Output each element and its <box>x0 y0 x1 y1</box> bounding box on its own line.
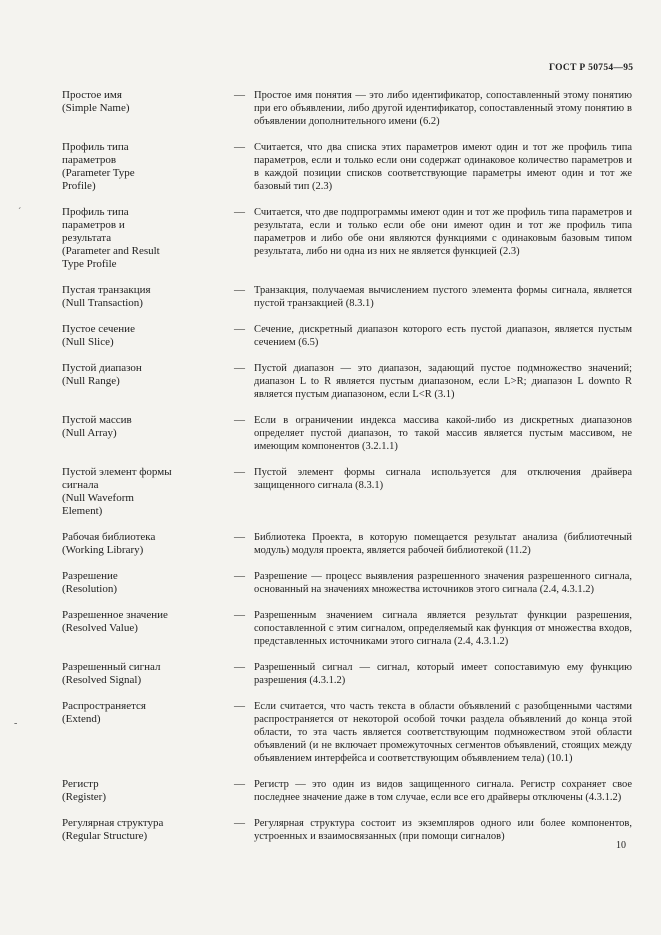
entry-term-line: Element) <box>62 505 103 517</box>
entry-term <box>62 609 230 648</box>
scan-mark: - <box>14 718 18 729</box>
entry-term <box>62 778 230 804</box>
document-header: ГОСТ Р 50754—95 <box>549 63 634 73</box>
entry-dash: — <box>234 570 245 582</box>
entry-term <box>62 206 230 271</box>
entry-term-line: (Extend) <box>62 713 101 725</box>
entry-term-line: Регистр <box>62 778 99 790</box>
entry-term <box>62 141 230 193</box>
entry-term-line: Пустой элемент формы <box>62 466 172 478</box>
entry-term-line: (Null Slice) <box>62 336 114 348</box>
glossary-entry <box>62 570 632 596</box>
entry-term-line: Профиль типа <box>62 141 129 153</box>
entry-term <box>62 362 230 401</box>
entry-term <box>62 89 230 128</box>
entry-term-line: Пустой диапазон <box>62 362 142 374</box>
entry-term-line: Пустое сечение <box>62 323 135 335</box>
entry-term <box>62 284 230 310</box>
scan-mark: ˊ <box>18 207 22 218</box>
entry-dash: — <box>234 414 245 426</box>
entry-definition: Библиотека Проекта, в которую помещается результат анализа (библиотечный модуль) модуля проекта, является рабочей библиотекой (11.2) <box>254 532 632 556</box>
glossary-list <box>62 89 632 856</box>
glossary-entry <box>62 661 632 687</box>
entry-dash: — <box>234 284 245 296</box>
entry-definition: Сечение, дискретный диапазон которого есть пустой диапазон, является пустым сечением (6.5) <box>254 324 632 348</box>
entry-definition: Простое имя понятия — это либо идентификатор, сопоставленный этому понятию при его объявлении, либо другой идентификатор, сопоставленный этому понятию в объявлении дополнительного имени (6.2) <box>254 90 632 127</box>
entry-definition: Разрешенный сигнал — сигнал, который имеет сопоставимую ему функцию разрешения (4.3.1.2) <box>254 662 632 686</box>
glossary-entry <box>62 414 632 453</box>
entry-dash: — <box>234 531 245 543</box>
entry-term-line: Регулярная структура <box>62 817 164 829</box>
entry-term-line: параметров и <box>62 219 125 231</box>
entry-dash: — <box>234 141 245 153</box>
glossary-entry <box>62 284 632 310</box>
entry-dash: — <box>234 778 245 790</box>
entry-dash: — <box>234 362 245 374</box>
entry-term-line: Profile) <box>62 180 96 192</box>
entry-term-line: Рабочая библиотека <box>62 531 156 543</box>
entry-term-line: Распространяется <box>62 700 146 712</box>
entry-definition: Разрешение — процесс выявления разрешенного значения разрешенного сигнала, основанный на значениях множества источников этого сигнала (2.4, 4.3.1.2) <box>254 571 632 595</box>
entry-term-line: (Parameter and Result <box>62 245 160 257</box>
glossary-entry <box>62 89 632 128</box>
entry-term-line: (Resolved Signal) <box>62 674 142 686</box>
entry-term <box>62 661 230 687</box>
entry-term-line: Простое имя <box>62 89 122 101</box>
entry-term-line: Разрешение <box>62 570 118 582</box>
entry-term-line: сигнала <box>62 479 99 491</box>
glossary-entry <box>62 531 632 557</box>
entry-definition: Транзакция, получаемая вычислением пустого элемента формы сигнала, является пустой транзакцией (8.3.1) <box>254 285 632 309</box>
glossary-entry <box>62 206 632 271</box>
entry-definition: Считается, что два списка этих параметров имеют один и тот же профиль типа параметров, если и только если они содержат одинаковое количество параметров и в каждой позиции списков соответствующие параметры имеют один и тот же базовый тип (2.3) <box>254 142 632 192</box>
entry-term-line: (Register) <box>62 791 106 803</box>
entry-dash: — <box>234 89 245 101</box>
entry-dash: — <box>234 609 245 621</box>
entry-term-line: (Resolution) <box>62 583 117 595</box>
glossary-entry <box>62 700 632 765</box>
entry-definition: Регулярная структура состоит из экземпляров одного или более компонентов, устроенных и взаимосвязанных (при помощи сигналов) <box>254 818 632 842</box>
entry-definition: Пустой диапазон — это диапазон, задающий пустое подмножество значений; диапазон L to R является пустым диапазоном, если L>R; диапазон L downto R является пустым диапазоном, если L<R (3.1) <box>254 363 632 400</box>
entry-dash: — <box>234 661 245 673</box>
entry-definition: Считается, что две подпрограммы имеют один и тот же профиль типа параметров и результата, если и только если обе они имеют один и тот же профиль типа параметров и либо обе они являются функциями с одинаковым базовым типом результата, либо ни одна из них не является функцией (2.3) <box>254 207 632 257</box>
glossary-entry <box>62 609 632 648</box>
glossary-entry <box>62 778 632 804</box>
entry-term-line: (Null Array) <box>62 427 117 439</box>
entry-term-line: Пустой массив <box>62 414 132 426</box>
glossary-entry <box>62 141 632 193</box>
entry-term-line: (Null Transaction) <box>62 297 143 309</box>
entry-definition: Регистр — это один из видов защищенного сигнала. Регистр сохраняет свое последнее значение даже в том случае, если все его драйверы отключены (4.3.1.2) <box>254 779 632 803</box>
entry-dash: — <box>234 466 245 478</box>
entry-term-line: (Working Library) <box>62 544 144 556</box>
entry-term <box>62 466 230 518</box>
entry-term-line: Разрешенный сигнал <box>62 661 161 673</box>
entry-definition: Пустой элемент формы сигнала используется для отключения драйвера защищенного сигнала (8.3.1) <box>254 467 632 491</box>
glossary-entry <box>62 323 632 349</box>
glossary-entry <box>62 466 632 518</box>
entry-definition: Если в ограничении индекса массива какой-либо из дискретных диапазонов определяет пустой диапазон, то такой массив является пустым массивом, не имеющим компонентов (3.2.1.1) <box>254 415 632 452</box>
entry-dash: — <box>234 817 245 829</box>
glossary-entry <box>62 362 632 401</box>
entry-definition: Разрешенным значением сигнала является результат функции разрешения, сопоставленной с этим сигналом, определяемый как функция от множества входов, представленных источниками этого сигнала (2.4, 4.3.1.2) <box>254 610 632 647</box>
entry-term-line: (Resolved Value) <box>62 622 138 634</box>
entry-dash: — <box>234 323 245 335</box>
glossary-entry <box>62 817 632 843</box>
entry-dash: — <box>234 206 245 218</box>
entry-term-line: Пустая транзакция <box>62 284 151 296</box>
entry-term-line: Type Profile <box>62 258 117 270</box>
entry-term-line: результата <box>62 232 112 244</box>
entry-dash: — <box>234 700 245 712</box>
entry-term <box>62 570 230 596</box>
entry-term-line: Разрешенное значение <box>62 609 168 621</box>
page-number: 10 <box>616 840 626 851</box>
entry-term-line: параметров <box>62 154 117 166</box>
entry-term-line: Профиль типа <box>62 206 129 218</box>
entry-term <box>62 531 230 557</box>
entry-term <box>62 700 230 765</box>
entry-term <box>62 414 230 453</box>
entry-term <box>62 817 230 843</box>
entry-term <box>62 323 230 349</box>
entry-term-line: (Null Range) <box>62 375 120 387</box>
entry-term-line: (Null Waveform <box>62 492 134 504</box>
entry-term-line: (Parameter Type <box>62 167 135 179</box>
entry-definition: Если считается, что часть текста в области объявлений с разобщенными частями распространяется от некоторой особой точки раздела объявлений до конца этой области, то эта часть является соответствующим подмножеством этой области объявлений (и не включает промежуточных сегментов объявлений, стоящих между объявлением интерфейса и соответствующим объявлением тела) (10.1) <box>254 701 632 764</box>
entry-term-line: (Simple Name) <box>62 102 130 114</box>
entry-term-line: (Regular Structure) <box>62 830 148 842</box>
